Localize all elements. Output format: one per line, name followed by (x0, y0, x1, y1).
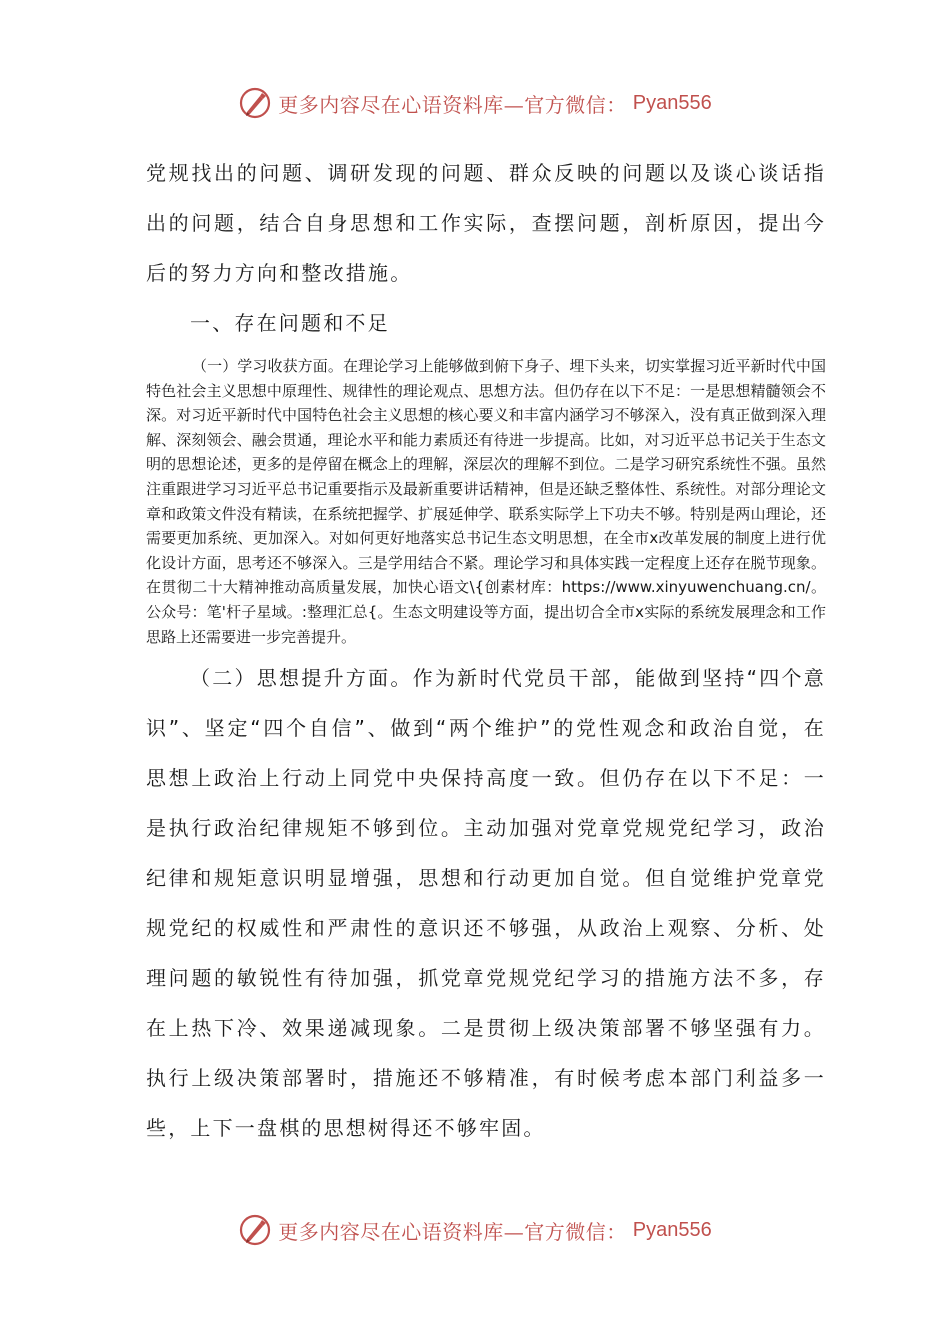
thought-paragraph: （二）思想提升方面。作为新时代党员干部，能做到坚持“四个意识”、坚定“四个自信”、做到“两个维护”的党性观念和政治自觉，在思想上政治上行动上同党中央保持高度一致。但仍存在以下不足：一是执行政治纪律规矩不够到位。主动加强对党章党规党纪学习，政治纪律和规矩意识明显增强，思想和行动更加自觉。但自觉维护党章党规党纪的权威性和严肃性的意识还不够强，从政治上观察、分析、处理问题的敏锐性有待加强，抓党章党规党纪学习的措施方法不多，存在上热下冷、效果递减现象。二是贯彻上级决策部署不够坚强有力。执行上级决策部署时，措施还不够精准，有时候考虑本部门利益多一些，上下一盘棋的思想树得还不够牢固。 (146, 666, 826, 1141)
pen-logo-icon (238, 1213, 272, 1247)
section-heading: 一、存在问题和不足 (190, 311, 390, 335)
watermark-wechat-id: Pyan556 (632, 1218, 712, 1241)
study-paragraph: （一）学习收获方面。在理论学习上能够做到俯下身子、埋下头来，切实掌握习近平新时代中国特色社会主义思想中原理性、规律性的理论观点、思想方法。但仍存在以下不足：一是思想精髓领会不深。对习近平新时代中国特色社会主义思想的核心要义和丰富内涵学习不够深入，没有真正做到深入理解、深刻领会、融会贯通，理论水平和能力素质还有待进一步提高。比如，对习近平总书记关于生态文明的思想论述，更多的是停留在概念上的理解，深层次的理解不到位。二是学习研究系统性不强。虽然注重跟进学习习近平总书记重要指示及最新重要讲话精神，但是还缺乏整体性、系统性。对部分理论文章和政策文件没有精读，在系统把握学、扩展延伸学、联系实际学上下功夫不够。特别是两山理论，还需要更加系统、更加深入。对如何更好地落实总书记生态文明思想，在全市x改革发展的制度上进行优化设计方面，思考还不够深入。三是学用结合不紧。理论学习和具体实践一定程度上还存在脱节现象。在贯彻二十大精神推动高质量发展，加快心语文\{创素材库：https://www.xinyuwenchuang.cn/。公众号：笔'杆子星域。:整理汇总{。生态文明建设等方面，提出切合全市x实际的系统发展理念和工作思路上还需要进一步完善提升。 (146, 357, 826, 646)
document-body (146, 148, 826, 1153)
watermark-text: 更多内容尽在心语资料库—官方微信： (278, 1219, 627, 1244)
header-watermark (0, 86, 950, 120)
watermark-wechat-id: Pyan556 (632, 91, 712, 114)
footer-watermark (0, 1213, 950, 1247)
watermark-text: 更多内容尽在心语资料库—官方微信： (278, 92, 627, 117)
intro-paragraph: 党规找出的问题、调研发现的问题、群众反映的问题以及谈心谈话指出的问题，结合自身思想和工作实际，查摆问题，剖析原因，提出今后的努力方向和整改措施。 (146, 161, 826, 285)
pen-logo-icon (238, 86, 272, 120)
